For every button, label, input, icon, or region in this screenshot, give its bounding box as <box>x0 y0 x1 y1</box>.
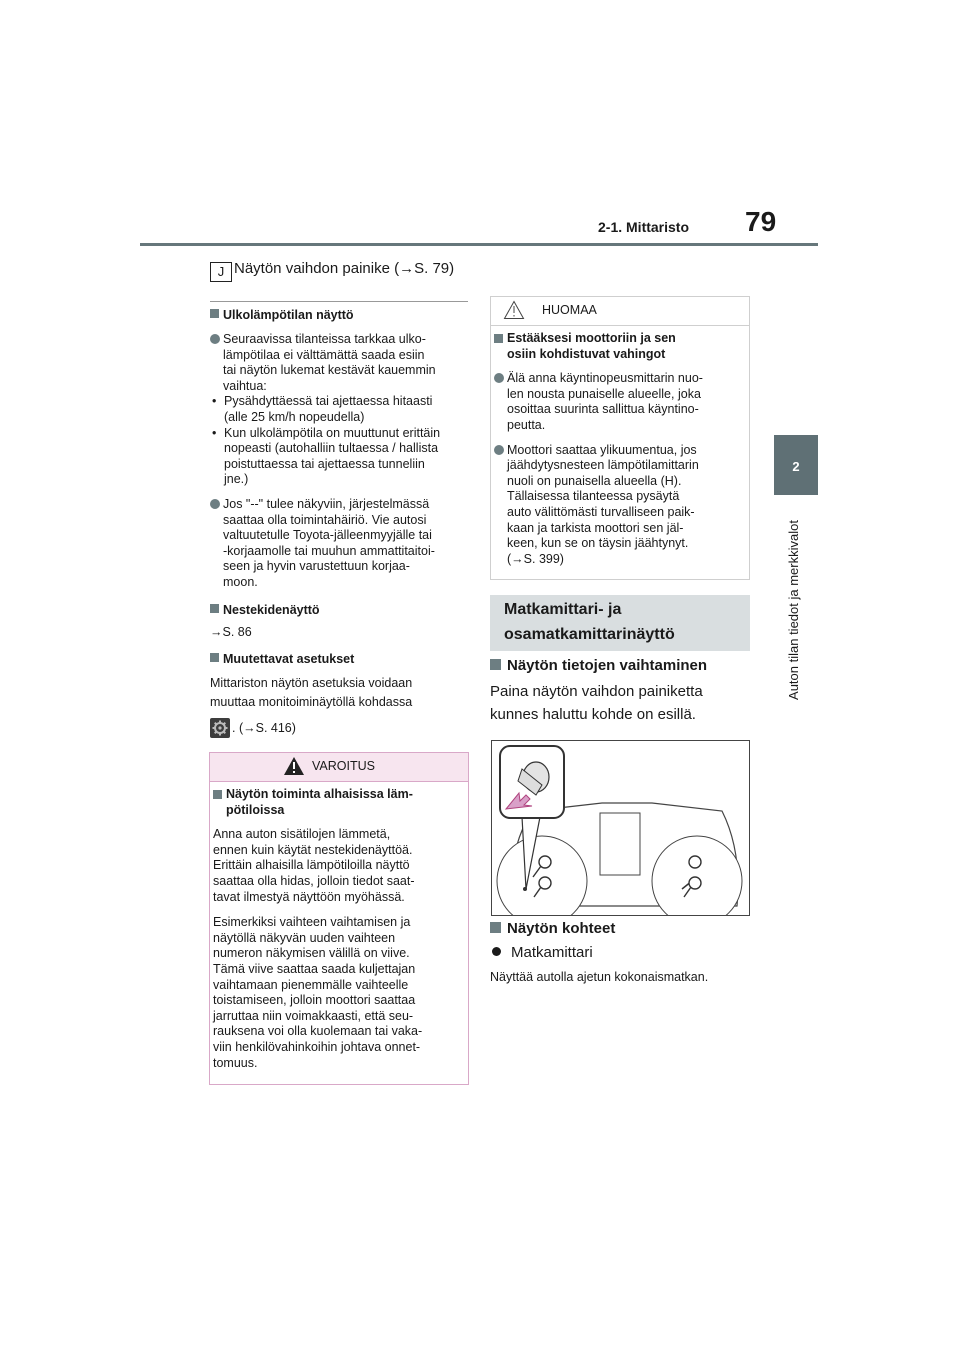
outside-temp-bullet-2: Jos "--" tulee näkyviin, järjestelmässä saattaa olla toimintahäiriö. Vie autosi valtuutetulle Toyota-jälleenmyyjälle tai -korjaamolle tai muuhun ammattitaitoi- seen ja hyvin varustettuun korjaa- moon. <box>210 497 468 591</box>
settings-heading: Muutettavat asetukset <box>210 652 468 666</box>
square-bullet-icon <box>490 922 501 933</box>
settings-body: Mittariston näytön asetuksia voidaan muuttaa monitoiminäytöllä kohdassa . (→S. 416) <box>210 674 468 738</box>
outside-temp-heading: Ulkolämpötilan näyttö <box>210 308 468 322</box>
chapter-number: 2 <box>792 459 800 474</box>
coolant-ref: →S. 86 <box>210 624 252 639</box>
square-bullet-icon <box>210 309 219 318</box>
square-bullet-icon <box>490 659 501 670</box>
circle-bullet-icon <box>210 334 220 344</box>
outside-temp-section <box>210 308 468 738</box>
notice-separator <box>491 325 749 326</box>
warning-content <box>213 787 463 1071</box>
circle-bullet-icon <box>210 499 220 509</box>
switching-section <box>490 657 752 726</box>
display-item-odometer-desc: Näyttää autolla ajetun kokonaismatkan. <box>490 970 709 984</box>
coolant-heading: Nestekidenäyttö <box>210 603 468 617</box>
notice-title-row <box>503 300 597 320</box>
switching-heading: Näytön tietojen vaihtaminen <box>490 657 752 674</box>
notice-heading: Estääksesi moottoriin ja sen osiin kohdistuvat vahingot <box>494 331 744 362</box>
notice-bullet-2: Moottori saattaa ylikuumentua, jos jäähdytysnesteen lämpötilamittarin nuoli on punaisella alueella (H). Tällaisessa tilanteessa pysäytä auto välittömästi turvalliseen paik- kaan ja tarkista moottori sen jäl- keen, kun se on täysin jäähtynyt. (→S. 399) <box>494 443 744 568</box>
settings-gear-icon <box>210 718 230 738</box>
section-heading: Matkamittari- ja osamatkamittarinäyttö <box>504 601 675 643</box>
outside-temp-bullet-1: Seuraavissa tilanteissa tarkkaa ulko- lämpötilaa ei välttämättä saada esiin tai näytön lukemat kestävät kauemmin vaihtua: <box>210 332 468 394</box>
warning-triangle-icon <box>283 756 305 776</box>
bullet-icon <box>492 947 501 956</box>
page-number: 79 <box>745 206 777 237</box>
warning-title-row <box>283 756 375 776</box>
outside-temp-sublist <box>212 394 468 488</box>
warning-paragraph-1: Anna auton sisätilojen lämmetä, ennen kuin käytät nestekidenäyttöä. Erittäin alhaisilla lämpötiloilla näyttö saattaa olla hidas, jolloin tiedot saat- tavat ilmestyä näyttöön myöhässä. <box>213 827 415 904</box>
column-rule <box>210 301 468 302</box>
circle-bullet-icon <box>494 445 504 455</box>
instrument-cluster-illustration <box>491 740 750 916</box>
notice-bullet-1: Älä anna käyntinopeusmittarin nuo- len nousta punaiselle alueelle, joka osoittaa suurinta sallittua käyntino- peutta. <box>494 371 744 433</box>
square-bullet-icon <box>210 604 219 613</box>
notice-title: HUOMAA <box>542 303 597 317</box>
display-item-odometer: Matkamittari <box>490 941 752 964</box>
square-bullet-icon <box>213 790 222 799</box>
callout-text: Näytön vaihdon painike (→S. 79) <box>234 260 455 277</box>
square-bullet-icon <box>494 334 503 343</box>
warning-separator <box>210 781 468 782</box>
chapter-label: Auton tilan tiedot ja merkkivalot <box>786 520 801 700</box>
notice-content <box>494 331 744 567</box>
square-bullet-icon <box>210 653 219 662</box>
switching-body: Paina näytön vaihdon painiketta kunnes haluttu kohde on esillä. <box>490 683 703 723</box>
callout-letter: J <box>210 262 232 282</box>
warning-title: VAROITUS <box>312 759 375 773</box>
display-items-heading: Näytön kohteet <box>490 920 752 937</box>
chapter-label-wrap <box>786 505 806 725</box>
caution-triangle-icon <box>503 300 525 320</box>
warning-heading: Näytön toiminta alhaisissa läm- pötiloissa <box>213 787 463 818</box>
header-rule <box>140 243 818 246</box>
circle-bullet-icon <box>494 373 504 383</box>
warning-paragraph-2: Esimerkiksi vaihteen vaihtamisen ja näytöllä näkyvän uuden vaihteen numeron näkymisen välillä on viive. Tämä viive saattaa saada kuljettajan vaihtamaan pienemmälle vaihteelle toistamiseen, jolloin moottori saattaa jarruttaa niin voimakkaasti, että seu- rauksena voi olla kuolemaan tai vaka- viin henkilövahinkoihin johtava onnet- tomuus. <box>213 915 423 1070</box>
list-item: • Pysähdyttäessä tai ajettaessa hitaasti (alle 25 km/h nopeudella) <box>212 394 433 424</box>
list-item: • Kun ulkolämpötila on muuttunut erittäin nopeasti (autohalliin tultaessa / hallista poistuttaessa tai ajettaessa tunneliin jne.) <box>212 425 441 487</box>
section-title: 2-1. Mittaristo <box>598 219 690 235</box>
display-items-section <box>490 920 752 984</box>
